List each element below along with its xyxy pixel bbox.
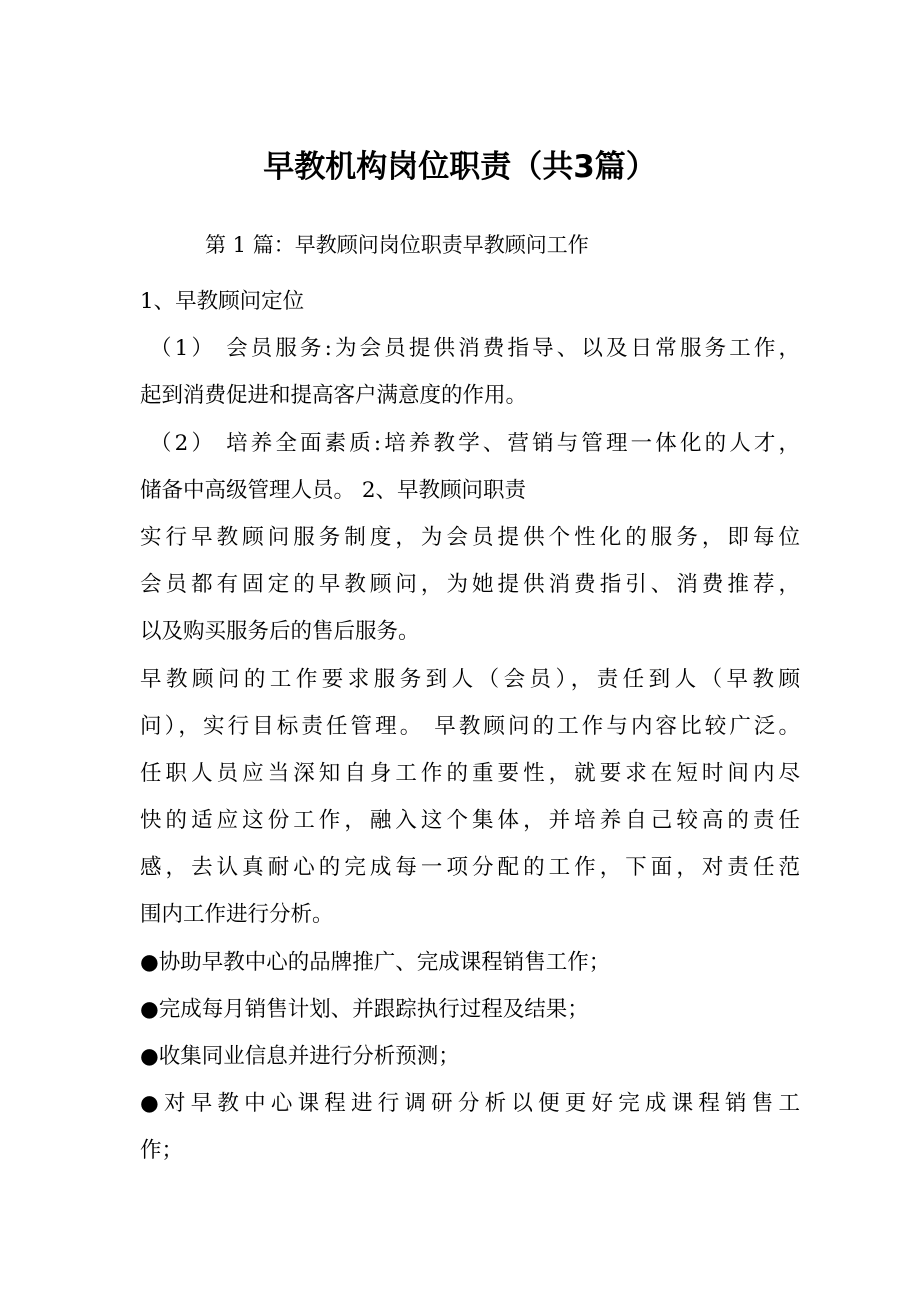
document-title: 早教机构岗位职责（共3篇） [263,149,657,185]
text-line: 快的适应这份工作，融入这个集体，并培养自己较高的责任 [140,808,800,834]
section-heading: 第 1 篇：早教顾问岗位职责早教顾问工作 [205,233,589,257]
text-line: 起到消费促进和提高客户满意度的作用。 [140,383,528,409]
text-line: 任职人员应当深知自身工作的重要性，就要求在短时间内尽 [140,760,800,786]
text-line: 问），实行目标责任管理。 早教顾问的工作与内容比较广泛。 [140,713,800,739]
text-line: 感，去认真耐心的完成每一项分配的工作，下面，对责任范 [140,855,800,881]
text-line: ●完成每月销售计划、并跟踪执行过程及结果； [140,996,589,1022]
text-line: 围内工作进行分析。 [140,902,334,928]
text-line: 实行早教顾问服务制度，为会员提供个性化的服务，即每位 [140,524,800,550]
text-line: 储备中高级管理人员。 2、早教顾问职责 [140,477,527,503]
document-body [140,278,800,1175]
text-line: （2） 培养全面素质:培养教学、营销与管理一体化的人才， [150,430,800,456]
text-line: ●收集同业信息并进行分析预测； [140,1044,460,1069]
text-line: 会员都有固定的早教顾问，为她提供消费指引、消费推荐， [140,572,800,598]
text-line: 以及购买服务后的售后服务。 [140,619,420,645]
text-line: ●协助早教中心的品牌推广、完成课程销售工作； [140,949,611,975]
text-line: 作； [140,1138,184,1164]
text-line: 1、早教顾问定位 [140,289,305,314]
text-line: ●对早教中心课程进行调研分析以便更好完成课程销售工 [140,1091,800,1117]
text-line: （1） 会员服务:为会员提供消费指导、以及日常服务工作， [150,336,800,362]
text-line: 早教顾问的工作要求服务到人（会员），责任到人（早教顾 [140,666,800,692]
